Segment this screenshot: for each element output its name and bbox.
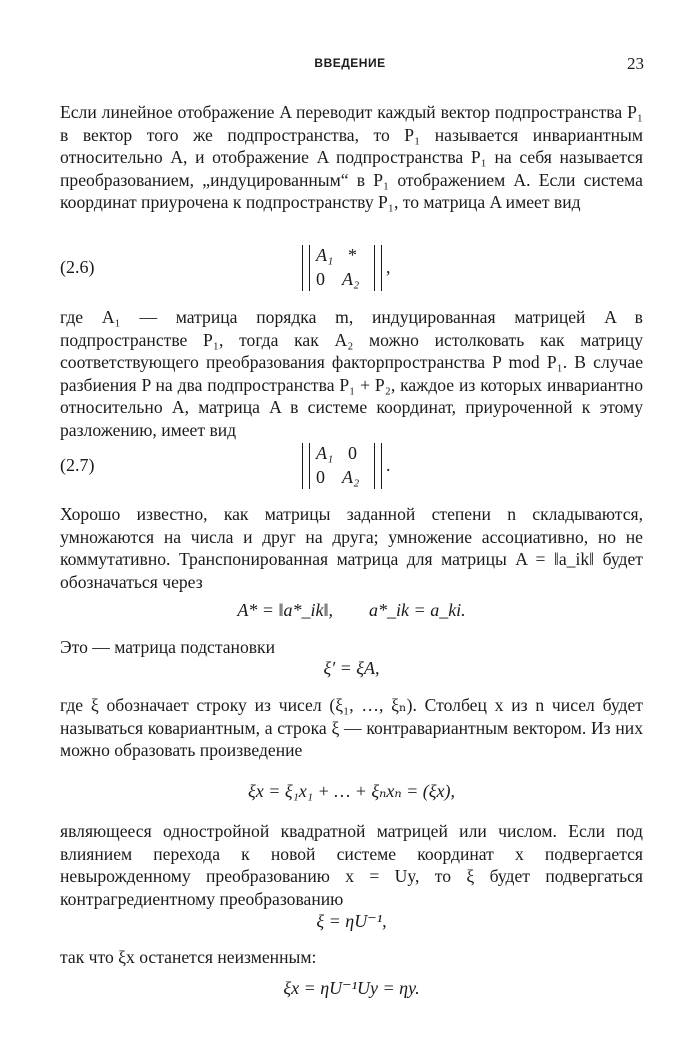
equation-punctuation: . [386,455,391,475]
equation-text: A* = ‖a*_ik‖, a*_ik = a_ki. [237,600,466,620]
matrix-cell: A₂ [342,269,360,289]
equation-substitution [60,658,643,684]
matrix-cell: A₁ [316,443,334,463]
page-number: 23 [627,54,644,73]
equation-text: ξx = ξ₁x₁ + … + ξₙxₙ = (ξx), [248,781,455,801]
left-norm-bars [302,443,310,489]
equation-punctuation: , [386,257,391,277]
equation-contragredient [60,911,643,937]
equation-text: ξ′ = ξA, [323,658,380,678]
equation-product [60,781,643,807]
matrix-cell: 0 [316,467,325,487]
paragraph-covariant-vector: где ξ обозначает строку из чисел (ξ₁, …, ξₙ). Столбец x из n чисел будет называться ковариантным, а строка ξ — контравариантным вектором. Из них можно образовать произведение [60,695,643,761]
running-title: ВВЕДЕНИЕ [314,56,386,70]
matrix-cell: A₂ [342,467,360,487]
block-matrix [302,443,392,491]
paragraph-transposed-matrix: Хорошо известно, как матрицы заданной степени n складываются, умножаются на числа и друг на друга; умножение ассоциативно, но не коммутативно. Транспонированная матрица для матрицы A = ‖a_ik‖ будет обозначаться через [60,504,643,592]
equation-text: ξx = ηU⁻¹Uy = ηy. [283,978,420,998]
paragraph-induced-matrix: где A₁ — матрица порядка m, индуцированная матрицей A в подпространстве P₁, тогда как A₂ можно истолковать как матрицу соответствующего преобразования факторпространства P mod P₁. В случае разбиения P на два подпространства P₁ + P₂, каждое из которых инвариантно относительно A, матрица A в системе координат, приуроченной к этому разложению, имеет вид [60,307,643,440]
matrix-cell: 0 [316,269,325,289]
paragraph-substitution: Это — матрица подстановки [60,637,276,657]
equation-label: (2.6) [60,257,95,277]
right-norm-bars [374,443,382,489]
equation-2-7 [60,443,643,491]
equation-text: ξ = ηU⁻¹, [316,911,387,931]
equation-2-6 [60,245,643,293]
matrix-cell: 0 [348,443,357,463]
block-matrix [302,245,392,293]
equation-invariant [60,978,643,1004]
page-header [0,56,700,76]
left-norm-bars [302,245,310,291]
matrix-cell: A₁ [316,245,334,265]
paragraph-contragredient: являющееся одностройной квадратной матрицей или числом. Если под влиянием перехода к новой системе координат x подвергается невырожденному преобразованию x = Uy, то ξ будет подвергаться контрагредиентному преобразованию [60,821,643,909]
paragraph-invariant-subspace: Если линейное отображение A переводит каждый вектор подпространства P₁ в вектор того же подпространства, то P₁ называется инвариантным относительно A, и отображение A подпространства P₁ на себя называется преобразованием, „индуцированным“ в P₁ отображением A. Если система координат приурочена к подпространству P₁, то матрица A имеет вид [60,102,643,213]
equation-label: (2.7) [60,455,95,475]
equation-transpose [60,600,643,626]
right-norm-bars [374,245,382,291]
paragraph-invariance: так что ξx останется неизменным: [60,947,317,967]
matrix-cell: * [348,245,357,265]
